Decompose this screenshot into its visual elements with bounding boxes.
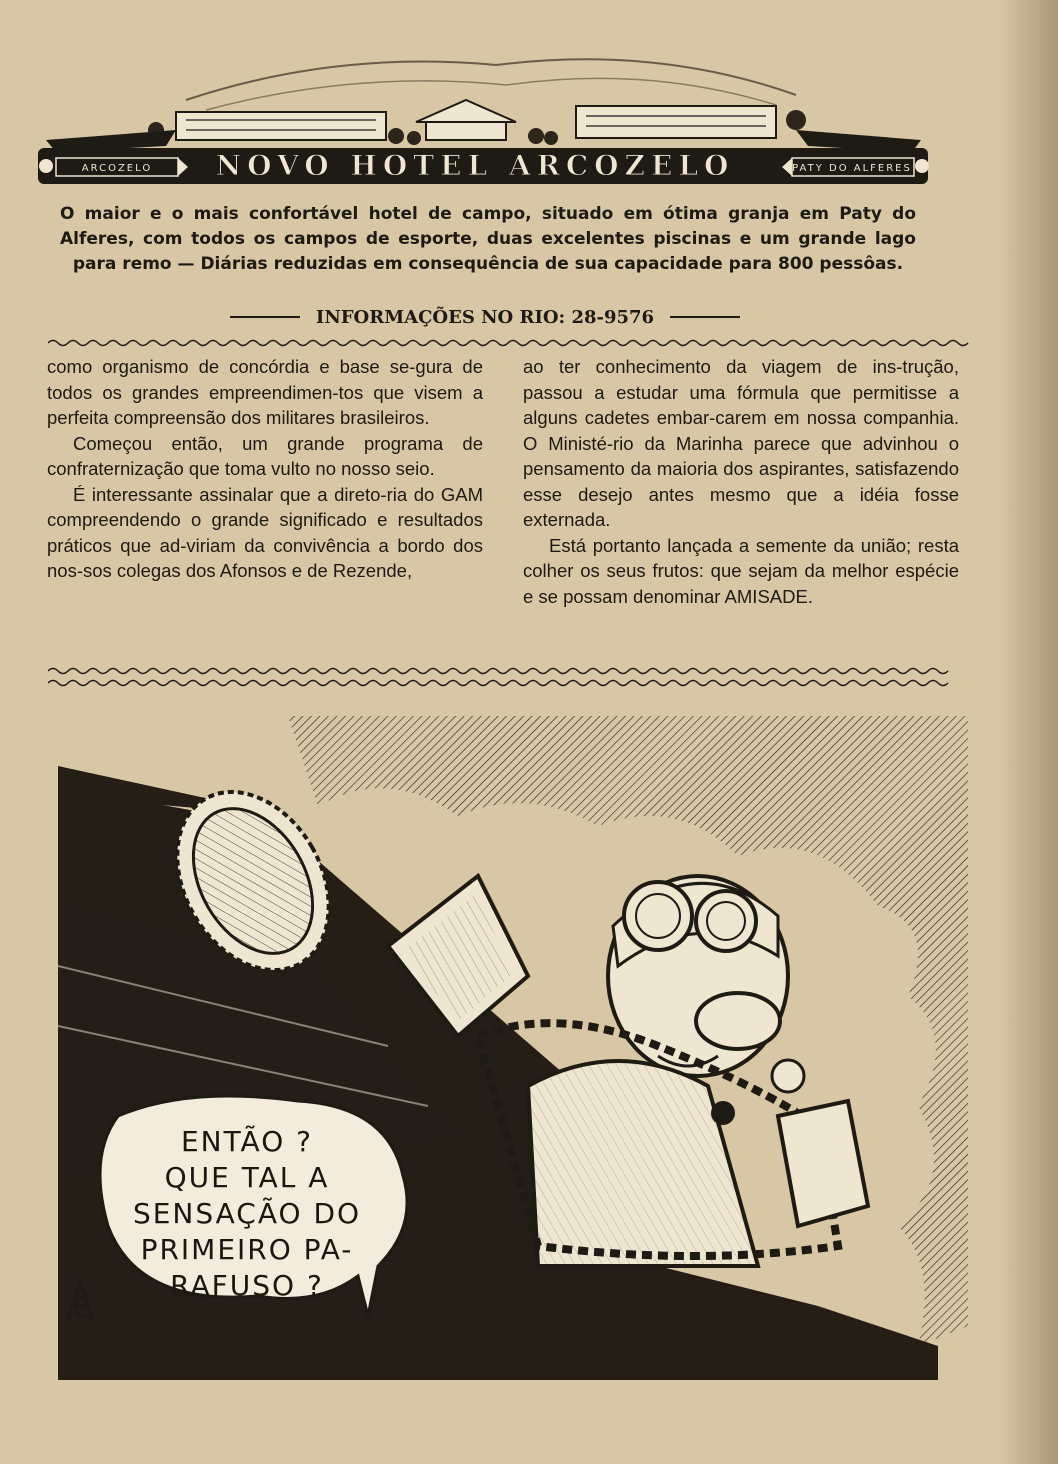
artist-signature-mark	[60, 1276, 100, 1326]
divider-dash-right	[670, 316, 740, 318]
speech-line: PRIMEIRO PA-	[140, 1233, 354, 1266]
paragraph: como organismo de concórdia e base se-gura de todos os grandes empreendimen-tos que visem a perfeita compreensão dos militares brasileiros.	[47, 356, 483, 428]
article-column-right	[523, 354, 959, 609]
speech-line: QUE TAL A	[164, 1161, 330, 1194]
speech-bubble-text	[94, 1124, 400, 1304]
contact-info: INFORMAÇÕES NO RIO: 28-9576	[315, 306, 655, 328]
speech-line: RAFUSO ?	[170, 1269, 324, 1302]
hotel-title: NOVO HOTEL ARCOZELO	[215, 149, 735, 182]
hotel-advertisement-text: O maior e o mais confortável hotel de campo, situado em ótima granja em Paty do Alferes, com todos os campos de esporte, duas excelentes piscinas e um grande lago para remo — Diárias reduzidas em consequência de sua capacidade para 800 pessôas.	[60, 204, 916, 274]
banner-tag-right: PATY DO ALFERES	[792, 163, 912, 174]
paragraph: ao ter conhecimento da viagem de ins-trução, passou a estudar uma fórmula que permitisse a alguns cadetes embar-carem em nossa companhia. O Ministé-rio da Marinha parece que advinhou o pensamento da maioria dos aspirantes, satisfazendo esse desejo antes mesmo que a idéia fosse externada.	[523, 356, 959, 530]
speech-line: ENTÃO ?	[180, 1125, 314, 1158]
banner-tag-left: ARCOZELO	[81, 163, 153, 174]
contact-info-line	[190, 304, 780, 330]
paragraph: Está portanto lançada a semente da união; resta colher os seus frutos: que sejam da melhor espécie e se possam denominar AMISADE.	[523, 534, 959, 607]
divider-dash-left	[230, 316, 300, 318]
speech-line: SENSAÇÃO DO	[132, 1197, 362, 1230]
article-column-left	[47, 354, 483, 584]
paragraph: É interessante assinalar que a direto-ria do GAM compreendendo o grande significado e resultados práticos que ad-viriam da convivência a bordo dos nos-sos colegas dos Afonsos e de Rezende,	[47, 483, 483, 581]
page-edge-shadow	[998, 0, 1058, 1464]
paragraph: Começou então, um grande programa de confraternização que toma vulto no nosso seio.	[47, 432, 483, 479]
wavy-divider-top	[48, 336, 970, 350]
wavy-divider-bottom-2	[48, 676, 970, 690]
